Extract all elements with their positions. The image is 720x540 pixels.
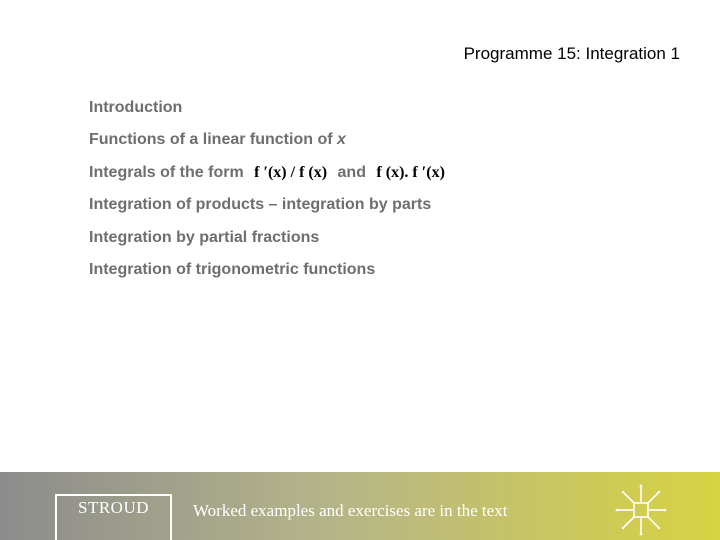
topic-label: Integrals of the form (89, 163, 244, 181)
compass-star-icon (615, 484, 667, 536)
footer-note: Worked examples and exercises are in the text (193, 501, 508, 520)
logo-text: STROUD (77, 498, 149, 517)
topic-partial-fractions[interactable] (89, 227, 445, 259)
topic-label: Integration of trigonometric functions (89, 260, 376, 278)
topic-label: Introduction (89, 99, 183, 116)
topic-linear-function[interactable] (89, 129, 445, 161)
topic-variable: x (337, 131, 346, 149)
topic-integrals-of-form[interactable] (89, 162, 445, 194)
topic-joiner: and (337, 163, 366, 181)
footer-bar (0, 472, 720, 540)
page-title: Programme 15: Integration 1 (463, 44, 680, 63)
stroud-logo (55, 494, 172, 540)
topic-trigonometric-functions[interactable] (89, 259, 445, 291)
topic-label: Integration by partial fractions (89, 228, 320, 246)
formula-derivative-over-function: f ′(x) / f (x) (254, 163, 328, 181)
topic-label: Functions of a linear function of (89, 131, 337, 149)
topic-list (89, 97, 445, 291)
formula-function-times-derivative: f (x). f ′(x) (376, 163, 445, 181)
topic-label: Integration of products – integration by parts (89, 196, 432, 214)
topic-integration-by-parts[interactable] (89, 194, 445, 226)
topic-introduction[interactable] (89, 97, 445, 129)
